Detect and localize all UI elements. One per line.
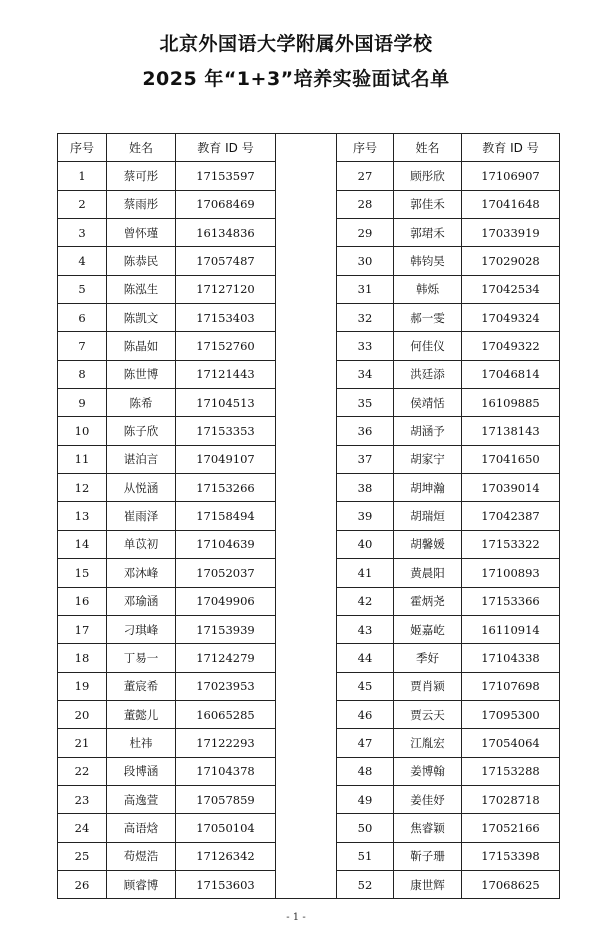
edu-id-cell: 17104378 (176, 757, 276, 785)
row-index-cell: 26 (58, 870, 107, 898)
edu-id-cell: 17158494 (176, 502, 276, 530)
edu-id-cell: 17023953 (176, 672, 276, 700)
row-index-cell: 22 (58, 757, 107, 785)
edu-id-cell: 17122293 (176, 729, 276, 757)
student-name-cell: 段博涵 (107, 757, 176, 785)
table-row (58, 644, 276, 672)
row-index-cell: 24 (58, 814, 107, 842)
row-index-cell: 1 (58, 162, 107, 190)
student-name-cell: 蔡雨彤 (107, 190, 176, 218)
edu-id-cell: 17028718 (462, 785, 560, 813)
row-index-cell: 46 (337, 700, 394, 728)
edu-id-cell: 17127120 (176, 275, 276, 303)
row-index-cell: 19 (58, 672, 107, 700)
student-name-cell: 季好 (394, 644, 462, 672)
student-name-cell: 侯靖恬 (394, 389, 462, 417)
table-row (58, 332, 276, 360)
row-index-cell: 6 (58, 304, 107, 332)
edu-id-cell: 17153366 (462, 587, 560, 615)
student-name-cell: 董宸希 (107, 672, 176, 700)
student-name-cell: 苟煜浩 (107, 842, 176, 870)
row-index-cell: 27 (337, 162, 394, 190)
student-name-cell: 陈泓生 (107, 275, 176, 303)
row-index-cell: 11 (58, 445, 107, 473)
table-row (58, 530, 276, 558)
edu-id-cell: 17049324 (462, 304, 560, 332)
document-subtitle: 2025 年“1+3”培养实验面试名单 (142, 68, 450, 90)
edu-id-cell: 17039014 (462, 474, 560, 502)
table-row (58, 304, 276, 332)
table-row (337, 644, 560, 672)
table-row (337, 559, 560, 587)
table-row (337, 219, 560, 247)
table-row (337, 842, 560, 870)
row-index-cell: 47 (337, 729, 394, 757)
student-name-cell: 胡涵予 (394, 417, 462, 445)
student-name-cell: 邓瑜涵 (107, 587, 176, 615)
column-header-index: 序号 (337, 134, 394, 162)
row-index-cell: 48 (337, 757, 394, 785)
edu-id-cell: 17104338 (462, 644, 560, 672)
student-name-cell: 蔡可彤 (107, 162, 176, 190)
table-row (58, 814, 276, 842)
table-row (337, 757, 560, 785)
table-row (337, 587, 560, 615)
edu-id-cell: 17049906 (176, 587, 276, 615)
student-name-cell: 高逸萱 (107, 785, 176, 813)
student-name-cell: 邓沐峰 (107, 559, 176, 587)
row-index-cell: 7 (58, 332, 107, 360)
edu-id-cell: 17042387 (462, 502, 560, 530)
table-row (337, 304, 560, 332)
row-index-cell: 8 (58, 360, 107, 388)
row-index-cell: 43 (337, 615, 394, 643)
row-index-cell: 41 (337, 559, 394, 587)
table-row (337, 417, 560, 445)
table-row (58, 559, 276, 587)
edu-id-cell: 17050104 (176, 814, 276, 842)
student-name-cell: 陈晶如 (107, 332, 176, 360)
student-name-cell: 姬嘉屹 (394, 615, 462, 643)
table-row (58, 445, 276, 473)
candidate-table-right (336, 133, 560, 899)
row-index-cell: 2 (58, 190, 107, 218)
row-index-cell: 36 (337, 417, 394, 445)
edu-id-cell: 17049107 (176, 445, 276, 473)
row-index-cell: 42 (337, 587, 394, 615)
edu-id-cell: 17153322 (462, 530, 560, 558)
row-index-cell: 4 (58, 247, 107, 275)
student-name-cell: 胡家宁 (394, 445, 462, 473)
row-index-cell: 31 (337, 275, 394, 303)
edu-id-cell: 17041648 (462, 190, 560, 218)
edu-id-cell: 17126342 (176, 842, 276, 870)
table-row (58, 275, 276, 303)
edu-id-cell: 17153398 (462, 842, 560, 870)
table-row (58, 360, 276, 388)
row-index-cell: 50 (337, 814, 394, 842)
table-row (58, 474, 276, 502)
edu-id-cell: 17046814 (462, 360, 560, 388)
column-header-edu-id: 教育 ID 号 (176, 134, 276, 162)
student-name-cell: 丁易一 (107, 644, 176, 672)
row-index-cell: 39 (337, 502, 394, 530)
row-index-cell: 25 (58, 842, 107, 870)
page-number: - 1 - (286, 912, 306, 923)
student-name-cell: 姜佳妤 (394, 785, 462, 813)
table-row (337, 729, 560, 757)
student-name-cell: 贾云天 (394, 700, 462, 728)
edu-id-cell: 17153939 (176, 615, 276, 643)
student-name-cell: 胡坤瀚 (394, 474, 462, 502)
column-header-name: 姓名 (394, 134, 462, 162)
table-row (337, 332, 560, 360)
student-name-cell: 郝一雯 (394, 304, 462, 332)
table-row (337, 700, 560, 728)
edu-id-cell: 17153288 (462, 757, 560, 785)
row-index-cell: 28 (337, 190, 394, 218)
edu-id-cell: 17052037 (176, 559, 276, 587)
student-name-cell: 从悦涵 (107, 474, 176, 502)
table-row (337, 389, 560, 417)
student-name-cell: 姜博翰 (394, 757, 462, 785)
edu-id-cell: 17057859 (176, 785, 276, 813)
student-name-cell: 陈希 (107, 389, 176, 417)
edu-id-cell: 17152760 (176, 332, 276, 360)
edu-id-cell: 17068625 (462, 870, 560, 898)
candidate-table-left (57, 133, 276, 899)
row-index-cell: 9 (58, 389, 107, 417)
table-row (58, 587, 276, 615)
edu-id-cell: 17104639 (176, 530, 276, 558)
student-name-cell: 杜祎 (107, 729, 176, 757)
student-name-cell: 霍炳尧 (394, 587, 462, 615)
table-row (58, 190, 276, 218)
row-index-cell: 34 (337, 360, 394, 388)
student-name-cell: 陈子欣 (107, 417, 176, 445)
table-row (58, 672, 276, 700)
edu-id-cell: 17049322 (462, 332, 560, 360)
edu-id-cell: 17100893 (462, 559, 560, 587)
student-name-cell: 黄晨阳 (394, 559, 462, 587)
table-row (337, 615, 560, 643)
column-header-name: 姓名 (107, 134, 176, 162)
edu-id-cell: 17138143 (462, 417, 560, 445)
table-header-row (58, 134, 276, 162)
table-header-row (337, 134, 560, 162)
row-index-cell: 12 (58, 474, 107, 502)
edu-id-cell: 16109885 (462, 389, 560, 417)
student-name-cell: 陈恭民 (107, 247, 176, 275)
student-name-cell: 焦睿颖 (394, 814, 462, 842)
table-row (337, 474, 560, 502)
edu-id-cell: 17106907 (462, 162, 560, 190)
table-row (58, 162, 276, 190)
document-title: 北京外国语大学附属外国语学校 (159, 33, 433, 55)
edu-id-cell: 17104513 (176, 389, 276, 417)
row-index-cell: 49 (337, 785, 394, 813)
row-index-cell: 3 (58, 219, 107, 247)
student-name-cell: 陈世博 (107, 360, 176, 388)
table-row (58, 502, 276, 530)
edu-id-cell: 17153266 (176, 474, 276, 502)
edu-id-cell: 17124279 (176, 644, 276, 672)
student-name-cell: 崔雨泽 (107, 502, 176, 530)
student-name-cell: 胡馨媛 (394, 530, 462, 558)
column-header-edu-id: 教育 ID 号 (462, 134, 560, 162)
table-row (337, 445, 560, 473)
edu-id-cell: 17029028 (462, 247, 560, 275)
row-index-cell: 18 (58, 644, 107, 672)
edu-id-cell: 17107698 (462, 672, 560, 700)
student-name-cell: 韩钧昊 (394, 247, 462, 275)
edu-id-cell: 17042534 (462, 275, 560, 303)
row-index-cell: 35 (337, 389, 394, 417)
row-index-cell: 44 (337, 644, 394, 672)
table-row (337, 530, 560, 558)
row-index-cell: 38 (337, 474, 394, 502)
edu-id-cell: 17121443 (176, 360, 276, 388)
table-row (58, 842, 276, 870)
row-index-cell: 23 (58, 785, 107, 813)
row-index-cell: 20 (58, 700, 107, 728)
student-name-cell: 何佳仪 (394, 332, 462, 360)
edu-id-cell: 17041650 (462, 445, 560, 473)
table-row (58, 729, 276, 757)
edu-id-cell: 17153597 (176, 162, 276, 190)
student-name-cell: 曾怀瑾 (107, 219, 176, 247)
column-header-index: 序号 (58, 134, 107, 162)
student-name-cell: 刁琪峰 (107, 615, 176, 643)
table-row (337, 162, 560, 190)
row-index-cell: 29 (337, 219, 394, 247)
table-row (58, 389, 276, 417)
row-index-cell: 51 (337, 842, 394, 870)
student-name-cell: 靳子珊 (394, 842, 462, 870)
row-index-cell: 15 (58, 559, 107, 587)
student-name-cell: 董懿儿 (107, 700, 176, 728)
table-row (337, 814, 560, 842)
student-name-cell: 顾睿博 (107, 870, 176, 898)
edu-id-cell: 17033919 (462, 219, 560, 247)
student-name-cell: 谌泊言 (107, 445, 176, 473)
student-name-cell: 康世辉 (394, 870, 462, 898)
table-row (58, 615, 276, 643)
student-name-cell: 郭珺禾 (394, 219, 462, 247)
row-index-cell: 21 (58, 729, 107, 757)
row-index-cell: 14 (58, 530, 107, 558)
table-gap (275, 133, 336, 899)
student-name-cell: 江胤宏 (394, 729, 462, 757)
row-index-cell: 5 (58, 275, 107, 303)
student-name-cell: 洪廷添 (394, 360, 462, 388)
table-row (337, 870, 560, 898)
student-name-cell: 高语焓 (107, 814, 176, 842)
edu-id-cell: 17095300 (462, 700, 560, 728)
row-index-cell: 40 (337, 530, 394, 558)
student-name-cell: 郭佳禾 (394, 190, 462, 218)
table-row (58, 757, 276, 785)
edu-id-cell: 17153403 (176, 304, 276, 332)
table-row (58, 870, 276, 898)
row-index-cell: 32 (337, 304, 394, 332)
table-row (337, 785, 560, 813)
row-index-cell: 16 (58, 587, 107, 615)
table-row (58, 700, 276, 728)
student-name-cell: 单苡初 (107, 530, 176, 558)
edu-id-cell: 17153353 (176, 417, 276, 445)
edu-id-cell: 17153603 (176, 870, 276, 898)
edu-id-cell: 17052166 (462, 814, 560, 842)
table-row (337, 247, 560, 275)
edu-id-cell: 17054064 (462, 729, 560, 757)
edu-id-cell: 16110914 (462, 615, 560, 643)
row-index-cell: 13 (58, 502, 107, 530)
table-row (58, 247, 276, 275)
table-row (58, 219, 276, 247)
table-row (337, 360, 560, 388)
table-row (58, 785, 276, 813)
edu-id-cell: 17057487 (176, 247, 276, 275)
table-row (58, 417, 276, 445)
student-name-cell: 陈凯文 (107, 304, 176, 332)
row-index-cell: 33 (337, 332, 394, 360)
row-index-cell: 37 (337, 445, 394, 473)
row-index-cell: 10 (58, 417, 107, 445)
row-index-cell: 52 (337, 870, 394, 898)
row-index-cell: 30 (337, 247, 394, 275)
student-name-cell: 韩烁 (394, 275, 462, 303)
edu-id-cell: 16065285 (176, 700, 276, 728)
table-row (337, 190, 560, 218)
row-index-cell: 17 (58, 615, 107, 643)
table-row (337, 672, 560, 700)
table-row (337, 502, 560, 530)
table-row (337, 275, 560, 303)
edu-id-cell: 16134836 (176, 219, 276, 247)
row-index-cell: 45 (337, 672, 394, 700)
student-name-cell: 贾肖颍 (394, 672, 462, 700)
student-name-cell: 顾彤欣 (394, 162, 462, 190)
student-name-cell: 胡瑞烜 (394, 502, 462, 530)
edu-id-cell: 17068469 (176, 190, 276, 218)
